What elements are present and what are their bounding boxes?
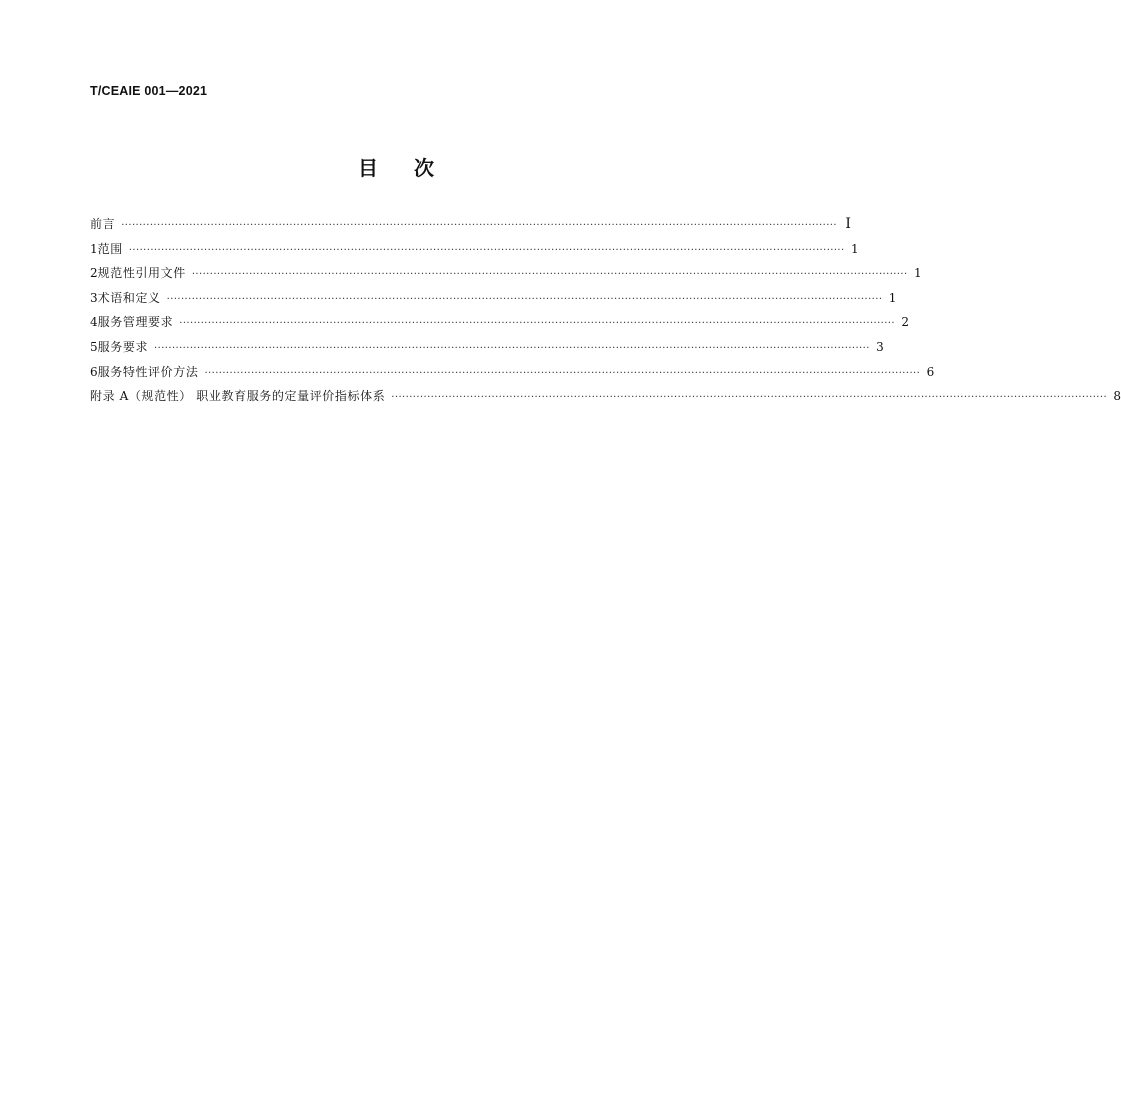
toc-entry-number: 4 (90, 315, 98, 330)
dot-leader: ········································································································································································································ (191, 269, 908, 281)
toc-entry-label: 范围 (97, 241, 123, 256)
dot-leader: ········································································································································································································ (204, 367, 921, 379)
dot-leader: ········································································································································································································ (121, 220, 837, 231)
toc-page-number: 1 (888, 290, 897, 305)
document-code: T/CEAIE 001—2021 (90, 84, 208, 98)
toc-entry-label: 术语和定义 (97, 290, 161, 305)
dot-leader: ········································································································································································································ (154, 342, 870, 354)
toc-entry-label: 前言 (90, 217, 116, 231)
title-part-2: 次 (414, 156, 434, 180)
dot-leader: ········································································································································································································ (179, 318, 895, 330)
toc-entry-service-requirements[interactable] (90, 338, 884, 363)
table-of-contents (90, 215, 1121, 412)
toc-entry-number: 3 (90, 290, 98, 305)
toc-page-number: 2 (901, 315, 909, 330)
title-part-1: 目 (358, 156, 378, 180)
toc-entry-label: 服务特性评价方法 (97, 364, 199, 379)
toc-page-number: 1 (913, 266, 922, 281)
toc-entry-label: 规范性引用文件 (97, 266, 186, 281)
toc-entry-terms[interactable] (90, 289, 897, 314)
toc-entry-number: 5 (90, 339, 98, 354)
toc-page-number: I (845, 216, 851, 232)
toc-entry-label: 服务要求 (97, 339, 149, 354)
toc-entry-number: 6 (90, 364, 98, 379)
toc-entry-label: 服务管理要求 (97, 315, 174, 330)
toc-entry-annex-a[interactable] (90, 387, 1121, 412)
toc-entry-number: 1 (90, 241, 98, 256)
toc-entry-number: 2 (90, 266, 98, 281)
toc-entry-foreword[interactable] (90, 215, 851, 240)
toc-entry-service-management[interactable] (90, 313, 909, 338)
toc-page-number: 3 (876, 339, 884, 354)
toc-entry-evaluation-methods[interactable] (90, 363, 935, 388)
page-title (0, 152, 792, 181)
dot-leader: ········································································································································································································ (128, 244, 845, 256)
toc-entry-label: 附录 A（规范性） 职业教育服务的定量评价指标体系 (90, 389, 386, 404)
toc-entry-scope[interactable] (90, 240, 859, 265)
toc-page-number: 8 (1113, 389, 1121, 404)
toc-entry-normative-references[interactable] (90, 264, 922, 289)
dot-leader: ········································································································································································································ (391, 392, 1108, 404)
dot-leader: ········································································································································································································ (166, 293, 883, 305)
toc-page-number: 6 (926, 364, 935, 379)
toc-page-number: 1 (850, 241, 859, 256)
